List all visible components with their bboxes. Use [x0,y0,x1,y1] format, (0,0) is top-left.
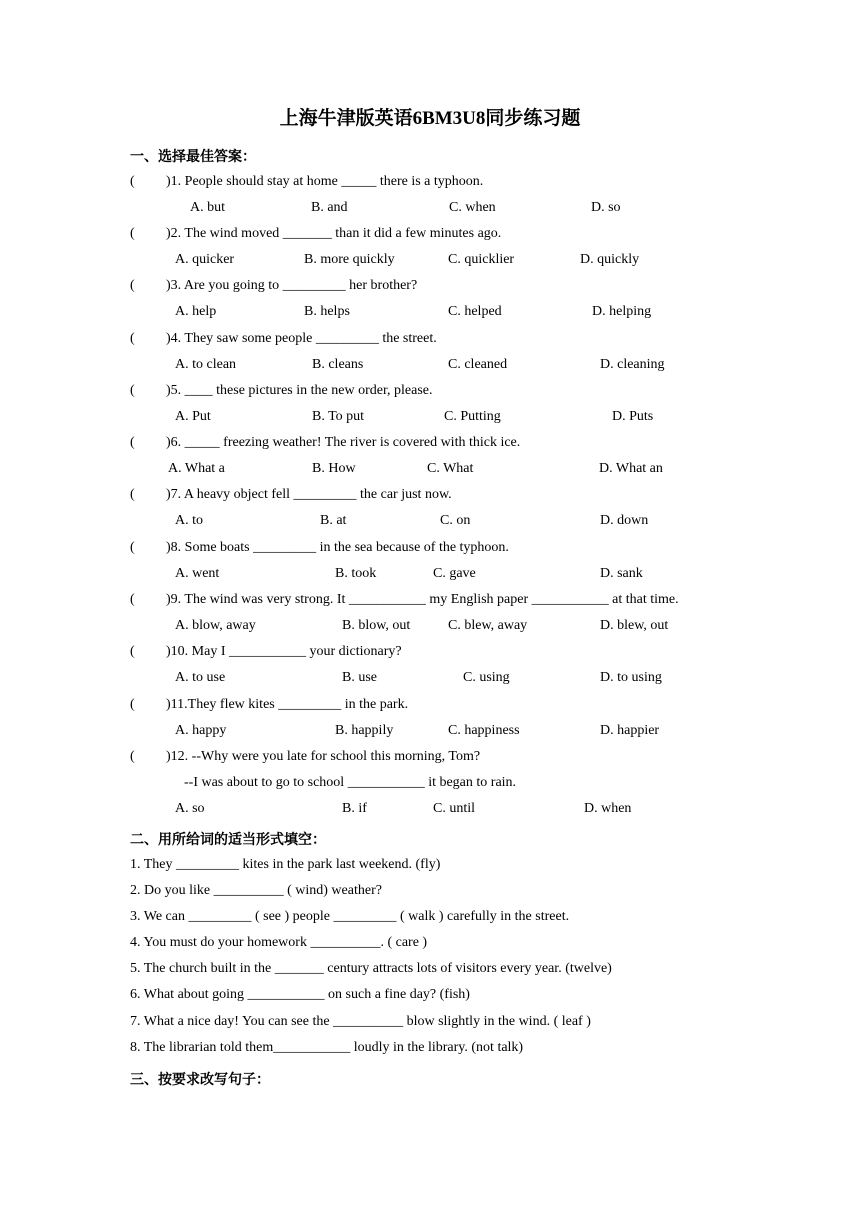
option-c: C. using [463,670,510,685]
option-c: C. What [427,461,474,476]
question-text: )9. The wind was very strong. It ___________ my English paper ___________ at that time. [166,592,679,607]
option-a: A. What a [168,461,225,476]
answer-blank-open: ( [130,644,135,659]
option-b: B. happily [335,723,394,738]
question-text-line2: --I was about to go to school ___________ it began to rain. [184,775,517,790]
option-d: D. cleaning [600,357,665,372]
page-title: 上海牛津版英语6BM3U8同步练习题 [279,108,581,129]
question-text: )4. They saw some people _________ the street. [166,331,437,346]
option-d: D. happier [600,723,660,738]
option-c: C. cleaned [448,357,508,372]
option-c: C. until [433,801,476,816]
option-a: A. quicker [175,252,235,267]
answer-blank-open: ( [130,331,135,346]
answer-blank-open: ( [130,540,135,555]
option-a: A. went [175,566,220,581]
option-b: B. use [342,670,377,685]
fill-in-item: 3. We can _________ ( see ) people _________ ( walk ) carefully in the street. [130,909,570,924]
answer-blank-open: ( [130,592,135,607]
answer-blank-open: ( [130,383,135,398]
question-text: )5. ____ these pictures in the new order, please. [166,383,433,398]
option-a: A. blow, away [175,618,256,633]
answer-blank-open: ( [130,749,135,764]
option-b: B. blow, out [342,618,411,633]
option-b: B. more quickly [304,252,395,267]
option-c: C. happiness [448,723,520,738]
option-a: A. but [190,200,225,215]
fill-in-item: 6. What about going ___________ on such a fine day? (fish) [130,987,470,1002]
answer-blank-open: ( [130,487,135,502]
option-b: B. cleans [312,357,364,372]
fill-in-item: 5. The church built in the _______ century attracts lots of visitors every year. (twelve) [130,961,612,976]
option-a: A. to use [175,670,226,685]
section-heading-2: 二、用所给词的适当形式填空： [130,832,326,848]
option-c: C. gave [433,566,476,581]
option-c: C. helped [448,304,502,319]
answer-blank-open: ( [130,174,135,189]
option-b: B. helps [304,304,350,319]
option-b: B. How [312,461,356,476]
section-heading-1: 一、选择最佳答案： [130,149,256,165]
fill-in-item: 7. What a nice day! You can see the __________ blow slightly in the wind. ( leaf ) [130,1014,591,1029]
option-d: D. down [600,513,649,528]
option-c: C. Putting [444,409,501,424]
question-text: )11.They flew kites _________ in the park. [166,697,409,712]
option-d: D. so [591,200,621,215]
option-a: A. Put [175,409,211,424]
fill-in-item: 4. You must do your homework __________. ( care ) [130,935,428,950]
question-text: )8. Some boats _________ in the sea because of the typhoon. [166,540,509,555]
answer-blank-open: ( [130,697,135,712]
option-d: D. sank [600,566,643,581]
option-d: D. quickly [580,252,640,267]
option-d: D. blew, out [600,618,669,633]
option-d: D. helping [592,304,652,319]
question-text: )6. _____ freezing weather! The river is covered with thick ice. [166,435,521,450]
question-text: )3. Are you going to _________ her brother? [166,278,418,293]
section-heading-3: 三、按要求改写句子： [130,1072,270,1088]
option-c: C. when [449,200,496,215]
fill-in-item: 2. Do you like __________ ( wind) weather? [130,883,382,898]
answer-blank-open: ( [130,226,135,241]
option-a: A. so [175,801,205,816]
question-text: )1. People should stay at home _____ there is a typhoon. [166,174,484,189]
option-b: B. at [320,513,347,528]
option-b: B. and [311,200,348,215]
option-d: D. Puts [612,409,654,424]
option-a: A. help [175,304,217,319]
option-c: C. blew, away [448,618,528,633]
answer-blank-open: ( [130,435,135,450]
question-text: )12. --Why were you late for school this morning, Tom? [166,749,481,764]
option-c: C. quicklier [448,252,515,267]
fill-in-item: 1. They _________ kites in the park last weekend. (fly) [130,857,441,872]
fill-in-item: 8. The librarian told them___________ loudly in the library. (not talk) [130,1040,524,1055]
option-b: B. took [335,566,377,581]
option-d: D. to using [600,670,662,685]
option-a: A. happy [175,723,227,738]
option-d: D. What an [599,461,663,476]
option-a: A. to [175,513,203,528]
option-b: B. if [342,801,367,816]
option-b: B. To put [312,409,365,424]
option-d: D. when [584,801,632,816]
answer-blank-open: ( [130,278,135,293]
question-text: )10. May I ___________ your dictionary? [166,644,402,659]
question-text: )2. The wind moved _______ than it did a few minutes ago. [166,226,502,241]
option-c: C. on [440,513,471,528]
option-a: A. to clean [175,357,237,372]
question-text: )7. A heavy object fell _________ the car just now. [166,487,452,502]
